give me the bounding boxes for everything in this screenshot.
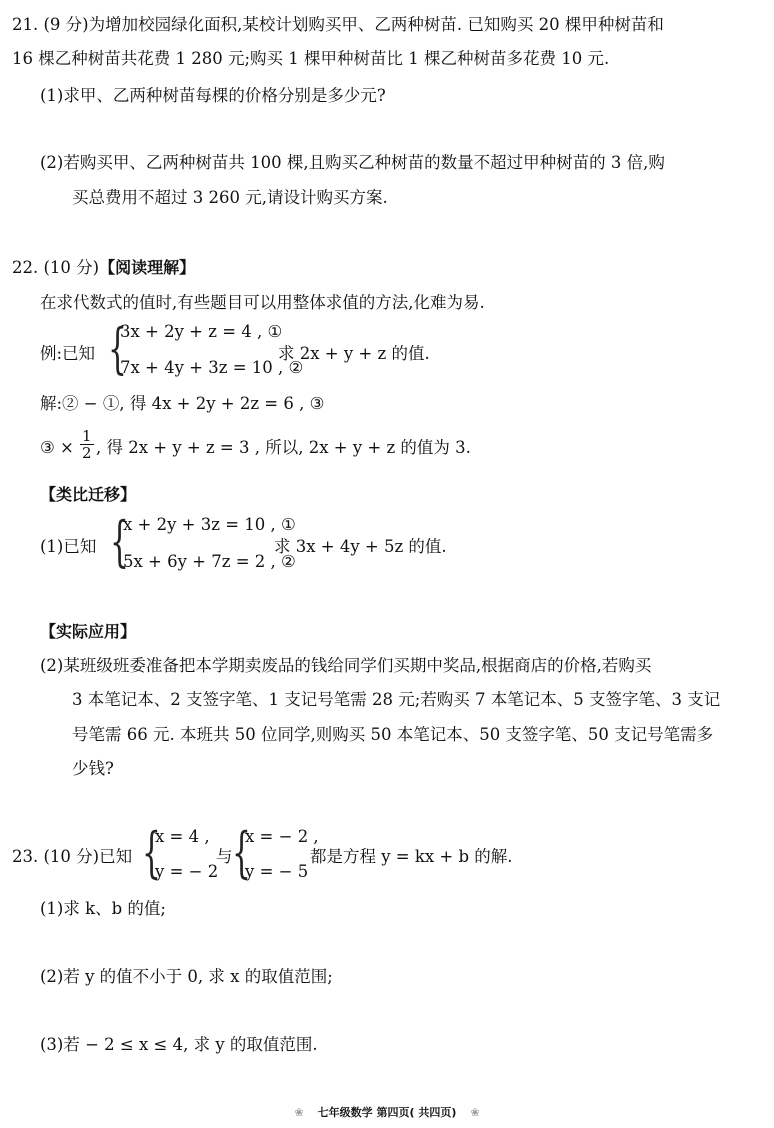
q23-part2: (2)若 y 的值不小于 0, 求 x 的取值范围; bbox=[40, 967, 333, 986]
fraction-denominator: 2 bbox=[82, 444, 92, 462]
q23-header: 23. (10 分)已知 bbox=[12, 847, 133, 866]
q22-part2-line3: 号笔需 66 元. 本班共 50 位同学,则购买 50 本笔记本、50 支签字笔、50 支记号笔需多 bbox=[72, 725, 714, 744]
example-brace: { bbox=[108, 317, 127, 380]
q21-part1: (1)求甲、乙两种树苗每棵的价格分别是多少元? bbox=[40, 86, 386, 105]
q23-part1: (1)求 k、b 的值; bbox=[40, 899, 166, 918]
q22-intro: 在求代数式的值时,有些题目可以用整体求值的方法,化难为易. bbox=[40, 293, 485, 312]
system2-eq2: y = − 5 bbox=[245, 862, 309, 881]
example-eq2: 7x + 4y + 3z = 10 , ② bbox=[120, 358, 304, 377]
system1-eq2: y = − 2 bbox=[155, 862, 219, 881]
q22-part1-suffix: 求 3x + 4y + 5z 的值. bbox=[274, 537, 447, 556]
analogy-tag: 【类比迁移】 bbox=[40, 485, 137, 504]
one-half-fraction bbox=[80, 428, 94, 461]
q23-part3: (3)若 − 2 ≤ x ≤ 4, 求 y 的取值范围. bbox=[40, 1035, 318, 1054]
part1-eq1: x + 2y + 3z = 10 , ① bbox=[123, 515, 296, 534]
example-suffix: 求 2x + y + z 的值. bbox=[278, 344, 430, 363]
q21-part2-line2: 买总费用不超过 3 260 元,请设计购买方案. bbox=[72, 188, 388, 207]
q23-suffix: 都是方程 y = kx + b 的解. bbox=[310, 847, 513, 866]
q23-connector: 与 bbox=[216, 847, 233, 866]
q22-number: 22. (10 分) bbox=[12, 258, 100, 277]
q21-part2-line1: (2)若购买甲、乙两种树苗共 100 棵,且购买乙种树苗的数量不超过甲种树苗的 3 倍,购 bbox=[40, 153, 665, 172]
application-tag: 【实际应用】 bbox=[40, 622, 137, 641]
page-footer bbox=[0, 1104, 774, 1120]
solution-line2-prefix: ③ × bbox=[40, 438, 74, 457]
part1-brace: { bbox=[110, 510, 129, 573]
solution-line2-suffix: , 得 2x + y + z = 3 , 所以, 2x + y + z 的值为 3. bbox=[96, 438, 471, 457]
q22-part2-line2: 3 本笔记本、2 支签字笔、1 支记号笔需 28 元;若购买 7 本笔记本、5 支签字笔、3 支记 bbox=[72, 690, 721, 709]
example-prefix: 例:已知 bbox=[40, 344, 96, 363]
q21-line1: 21. (9 分)为增加校园绿化面积,某校计划购买甲、乙两种树苗. 已知购买 20 棵甲种树苗和 bbox=[12, 15, 664, 34]
fraction-numerator: 1 bbox=[82, 427, 92, 445]
q21-line2: 16 棵乙种树苗共花费 1 280 元;购买 1 棵甲种树苗比 1 棵乙种树苗多花费 10 元. bbox=[12, 49, 610, 68]
q22-header bbox=[12, 257, 195, 279]
part1-eq2: 5x + 6y + 7z = 2 , ② bbox=[123, 552, 296, 571]
q22-part2-line4: 少钱? bbox=[72, 759, 114, 778]
footer-text: 七年级数学 第四页( 共四页) bbox=[317, 1106, 457, 1119]
q22-part1-prefix: (1)已知 bbox=[40, 537, 97, 556]
flower-ornament-icon: ❀ bbox=[470, 1106, 480, 1119]
flower-ornament-icon: ❀ bbox=[294, 1106, 304, 1119]
system1-brace: { bbox=[142, 821, 161, 884]
reading-tag: 【阅读理解】 bbox=[99, 258, 196, 277]
system2-eq1: x = − 2 , bbox=[245, 827, 319, 846]
example-eq1: 3x + 2y + z = 4 , ① bbox=[120, 322, 283, 341]
system1-eq1: x = 4 , bbox=[155, 827, 210, 846]
solution-line1: 解:② − ①, 得 4x + 2y + 2z = 6 , ③ bbox=[40, 394, 325, 413]
system2-brace: { bbox=[232, 821, 251, 884]
q22-part2-line1: (2)某班级班委准备把本学期卖废品的钱给同学们买期中奖品,根据商店的价格,若购买 bbox=[40, 656, 652, 675]
